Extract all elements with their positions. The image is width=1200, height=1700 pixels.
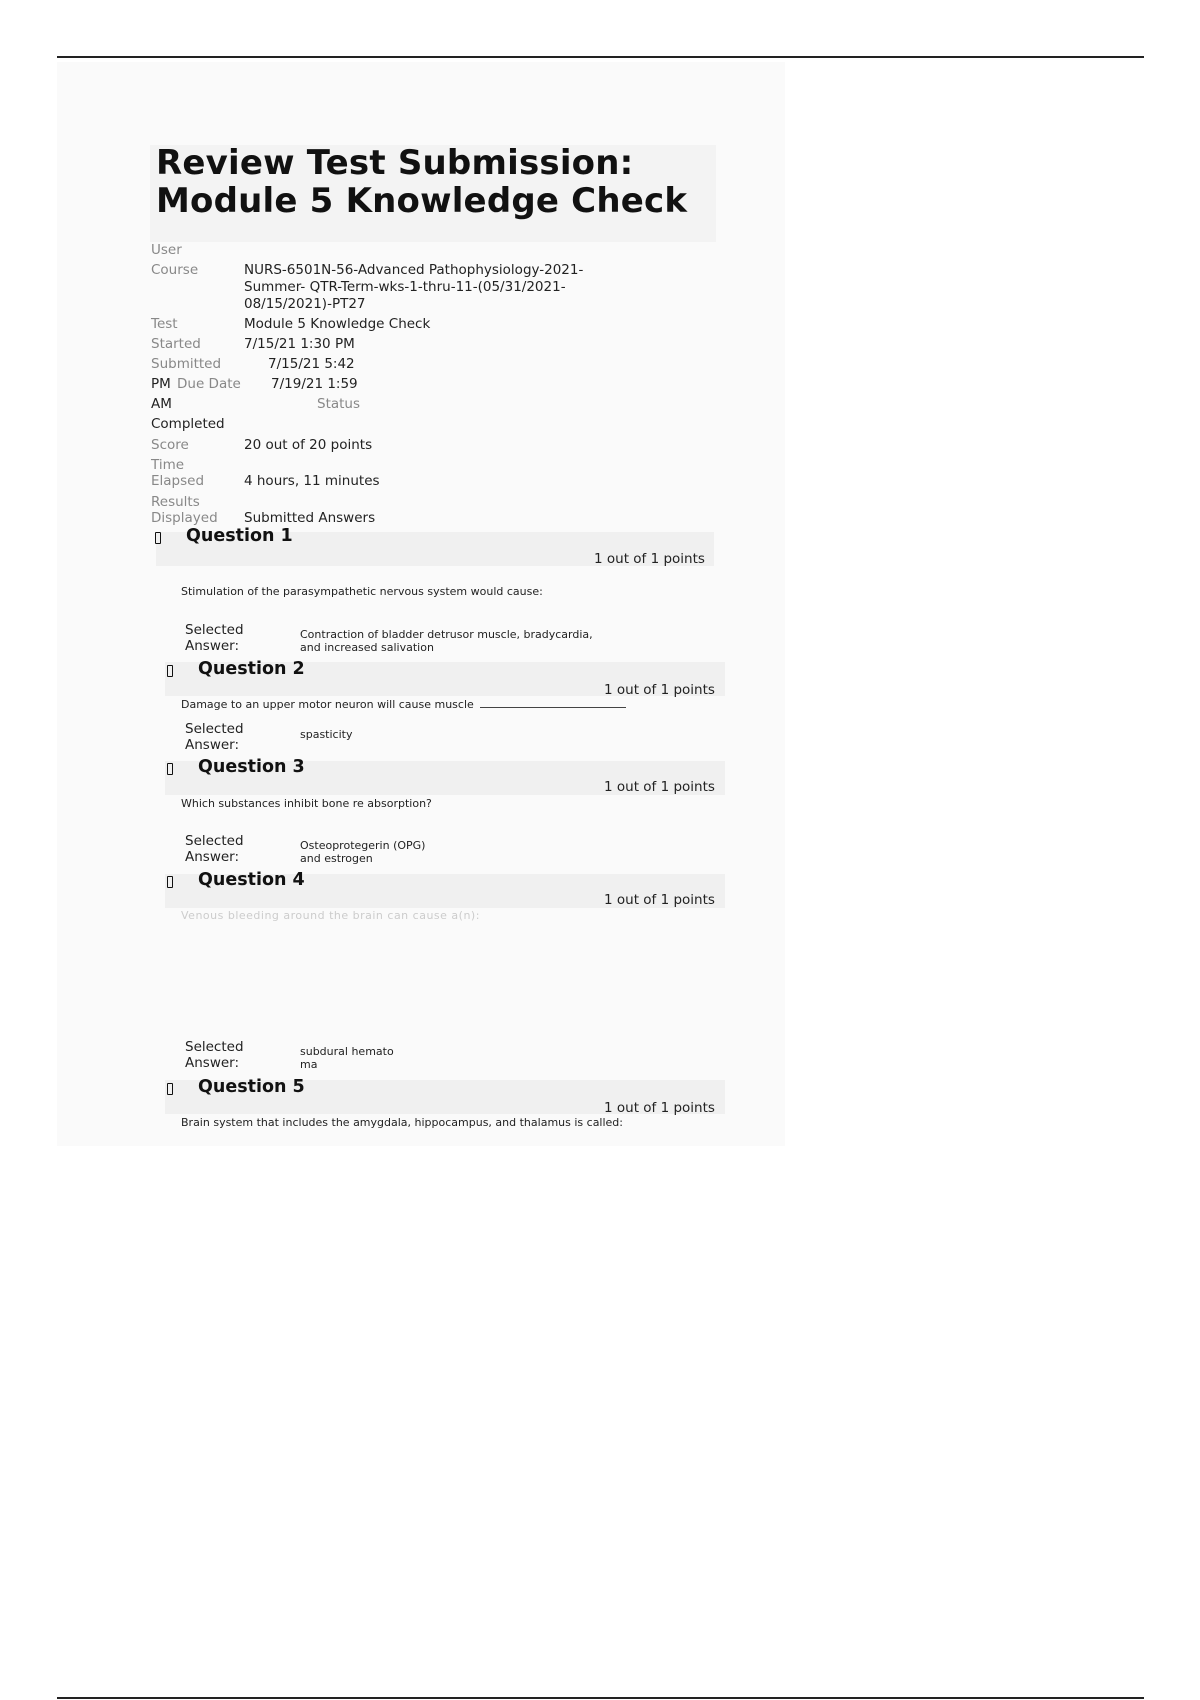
course-value-line-1: NURS-6501N-56-Advanced Pathophysiology-2021-	[244, 262, 584, 278]
selected-label-line-2: Answer:	[185, 737, 240, 753]
answer-line-2: ma	[300, 1058, 318, 1071]
question-1-text: Stimulation of the parasympathetic nervous system would cause:	[181, 585, 543, 598]
course-label: Course	[151, 262, 199, 278]
test-value: Module 5 Knowledge Check	[244, 316, 431, 332]
user-label: User	[151, 242, 182, 258]
question-2-points: 1 out of 1 points	[604, 682, 715, 698]
selected-label-line-1: Selected	[185, 1039, 244, 1055]
question-2-marker-icon	[167, 665, 173, 677]
question-5-points: 1 out of 1 points	[604, 1100, 715, 1116]
selected-label-line-2: Answer:	[185, 638, 240, 654]
am-text: AM	[151, 396, 172, 412]
completed-text: Completed	[151, 416, 225, 432]
question-2-selected-label	[185, 721, 244, 753]
question-1-points: 1 out of 1 points	[594, 551, 705, 567]
score-value: 20 out of 20 points	[244, 437, 373, 453]
pm-text: PM	[151, 376, 171, 392]
question-3-answer	[300, 839, 425, 865]
answer-line-1: Contraction of bladder detrusor muscle, bradycardia,	[300, 628, 593, 641]
question-1-selected-label	[185, 622, 244, 654]
answer-line-2: and estrogen	[300, 852, 373, 865]
results-value: Submitted Answers	[244, 510, 376, 526]
submitted-label: Submitted	[151, 356, 222, 372]
question-1-answer	[300, 628, 593, 654]
selected-label-line-2: Answer:	[185, 1055, 240, 1071]
answer-line-1: subdural hemato	[300, 1045, 394, 1058]
selected-label-line-2: Answer:	[185, 849, 240, 865]
due-date-label: Due Date	[177, 376, 241, 392]
question-2-text-content: Damage to an upper motor neuron will cause muscle	[181, 698, 474, 711]
question-2-answer: spasticity	[300, 728, 353, 741]
question-3-title: Question 3	[198, 757, 305, 777]
elapsed-label: Elapsed	[151, 473, 205, 489]
time-label: Time	[151, 457, 185, 473]
question-3-text: Which substances inhibit bone re absorption?	[181, 797, 432, 810]
question-4-answer	[300, 1045, 394, 1071]
top-rule	[57, 56, 1144, 58]
score-label: Score	[151, 437, 189, 453]
question-2-title: Question 2	[198, 659, 305, 679]
course-value-line-2: Summer- QTR-Term-wks-1-thru-11-(05/31/2021-	[244, 279, 566, 295]
question-5-title: Question 5	[198, 1077, 305, 1097]
page-title	[156, 144, 687, 220]
test-label: Test	[151, 316, 178, 332]
question-3-marker-icon	[167, 763, 173, 775]
question-4-marker-icon	[167, 876, 173, 888]
question-4-title: Question 4	[198, 870, 305, 890]
question-4-points: 1 out of 1 points	[604, 892, 715, 908]
answer-line-2: and increased salivation	[300, 641, 434, 654]
started-label: Started	[151, 336, 201, 352]
question-5-text: Brain system that includes the amygdala, hippocampus, and thalamus is called:	[181, 1116, 623, 1129]
title-line-1: Review Test Submission:	[156, 143, 634, 183]
question-1-title: Question 1	[186, 526, 293, 546]
bottom-rule	[57, 1697, 1144, 1699]
submitted-value: 7/15/21 5:42	[268, 356, 355, 372]
displayed-label: Displayed	[151, 510, 218, 526]
question-3-points: 1 out of 1 points	[604, 779, 715, 795]
answer-blank-line	[480, 698, 626, 708]
question-5-marker-icon	[167, 1083, 173, 1095]
title-line-2: Module 5 Knowledge Check	[156, 181, 688, 221]
selected-label-line-1: Selected	[185, 721, 244, 737]
started-value: 7/15/21 1:30 PM	[244, 336, 355, 352]
question-1-marker-icon	[155, 532, 161, 544]
answer-line-1: Osteoprotegerin (OPG)	[300, 839, 426, 852]
question-3-selected-label	[185, 833, 244, 865]
question-4-text: Venous bleeding around the brain can cause a(n):	[181, 909, 480, 922]
selected-label-line-1: Selected	[185, 622, 244, 638]
course-value-line-3: 08/15/2021)-PT27	[244, 296, 366, 312]
results-label: Results	[151, 494, 200, 510]
due-date-value: 7/19/21 1:59	[271, 376, 358, 392]
question-4-selected-label	[185, 1039, 244, 1071]
status-label: Status	[317, 396, 361, 412]
selected-label-line-1: Selected	[185, 833, 244, 849]
question-2-text	[181, 698, 626, 711]
elapsed-value: 4 hours, 11 minutes	[244, 473, 380, 489]
